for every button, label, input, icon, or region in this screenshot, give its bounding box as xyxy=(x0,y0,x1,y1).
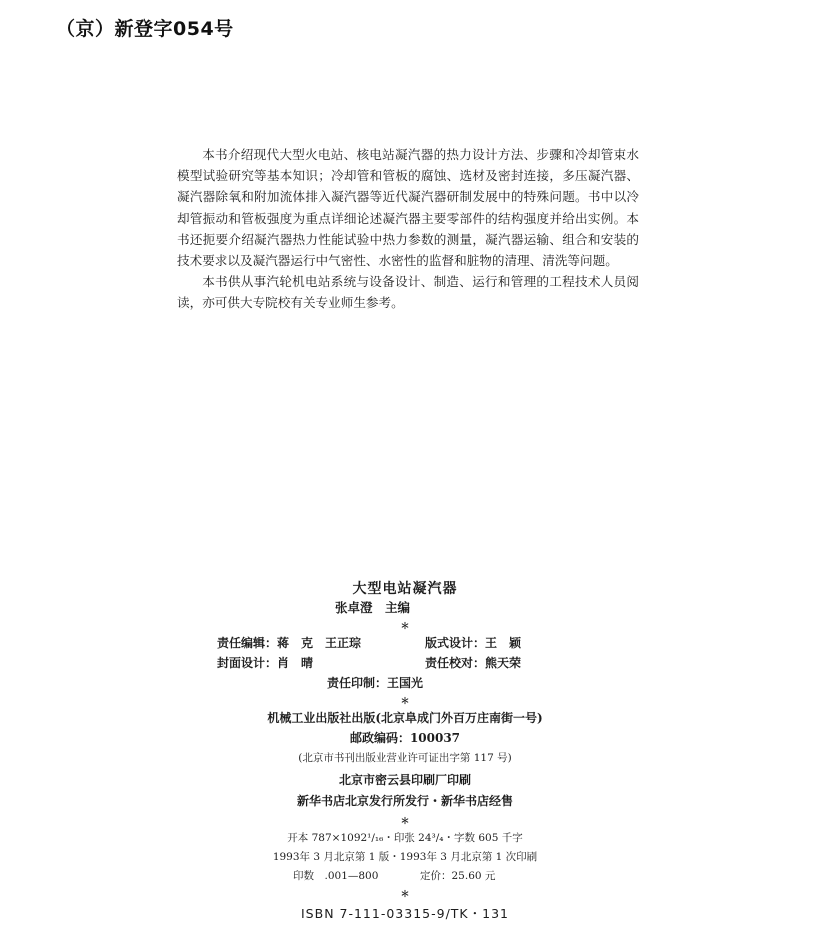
format-specs: 开本 787×1092¹/₁₆・印张 24³/₄・字数 605 千字 xyxy=(287,832,523,844)
isbn: ISBN 7-111-03315-9/TK・131 xyxy=(301,906,509,921)
separator-star: ＊ xyxy=(400,890,410,900)
edition-info: 1993年 3 月北京第 1 版・1993年 3 月北京第 1 次印刷 xyxy=(272,851,538,863)
book-title: 大型电站凝汽器 xyxy=(352,581,458,597)
chief-editor: 张卓澄 主编 xyxy=(335,600,411,615)
price: 定价：25.60 元 xyxy=(420,870,496,882)
responsible-editor: 责任编辑：蒋 克 王正琮 xyxy=(217,636,362,650)
abstract-paragraph-audience: 本书供从事汽轮机电站系统与设备设计、制造、运行和管理的工程技术人员阅读，亦可供大专院校有关专业师生参考。 xyxy=(177,274,639,311)
print-supervisor: 责任印制：王国光 xyxy=(327,676,424,690)
abstract-paragraph-content: 本书介绍现代大型火电站、核电站凝汽器的热力设计方法、步骤和冷却管束水模型试验研究等基本知识；冷却管和管板的腐蚀、选材及密封连接，多压凝汽器、凝汽器除氧和附加流体排入凝汽器等近代凝汽器研制发展中的特殊问题。书中以冷却管振动和管板强度为重点详细论述凝汽器主要零部件的结构强度并给出实例。本书还扼要介绍凝汽器热力性能试验中热力参数的测量，凝汽器运输、组合和安装的技术要求以及凝汽器运行中气密性、水密性的监督和脏物的清理、清洗等问题。 xyxy=(177,147,639,269)
layout-designer: 版式设计：王 颖 xyxy=(425,636,522,650)
book-abstract xyxy=(177,144,639,314)
distributor-line: 新华书店北京发行所发行・新华书店经售 xyxy=(296,794,513,808)
publishing-license-number: （京）新登字054号 xyxy=(56,18,234,40)
separator-star: ＊ xyxy=(400,622,410,632)
postal-code: 邮政编码：100037 xyxy=(349,731,461,745)
print-run: 印数 .001—800 xyxy=(293,870,379,882)
separator-star: ＊ xyxy=(400,817,410,827)
printer-line: 北京市密云县印刷厂印刷 xyxy=(338,773,471,787)
business-license: (北京市书刊出版业营业许可证出字第 117 号) xyxy=(298,752,512,764)
proofreader: 责任校对：熊天荣 xyxy=(425,656,522,670)
separator-star: ＊ xyxy=(400,697,410,707)
cover-designer: 封面设计：肖 晴 xyxy=(217,656,314,670)
publisher-line: 机械工业出版社出版(北京阜成门外百万庄南街一号) xyxy=(267,711,543,725)
